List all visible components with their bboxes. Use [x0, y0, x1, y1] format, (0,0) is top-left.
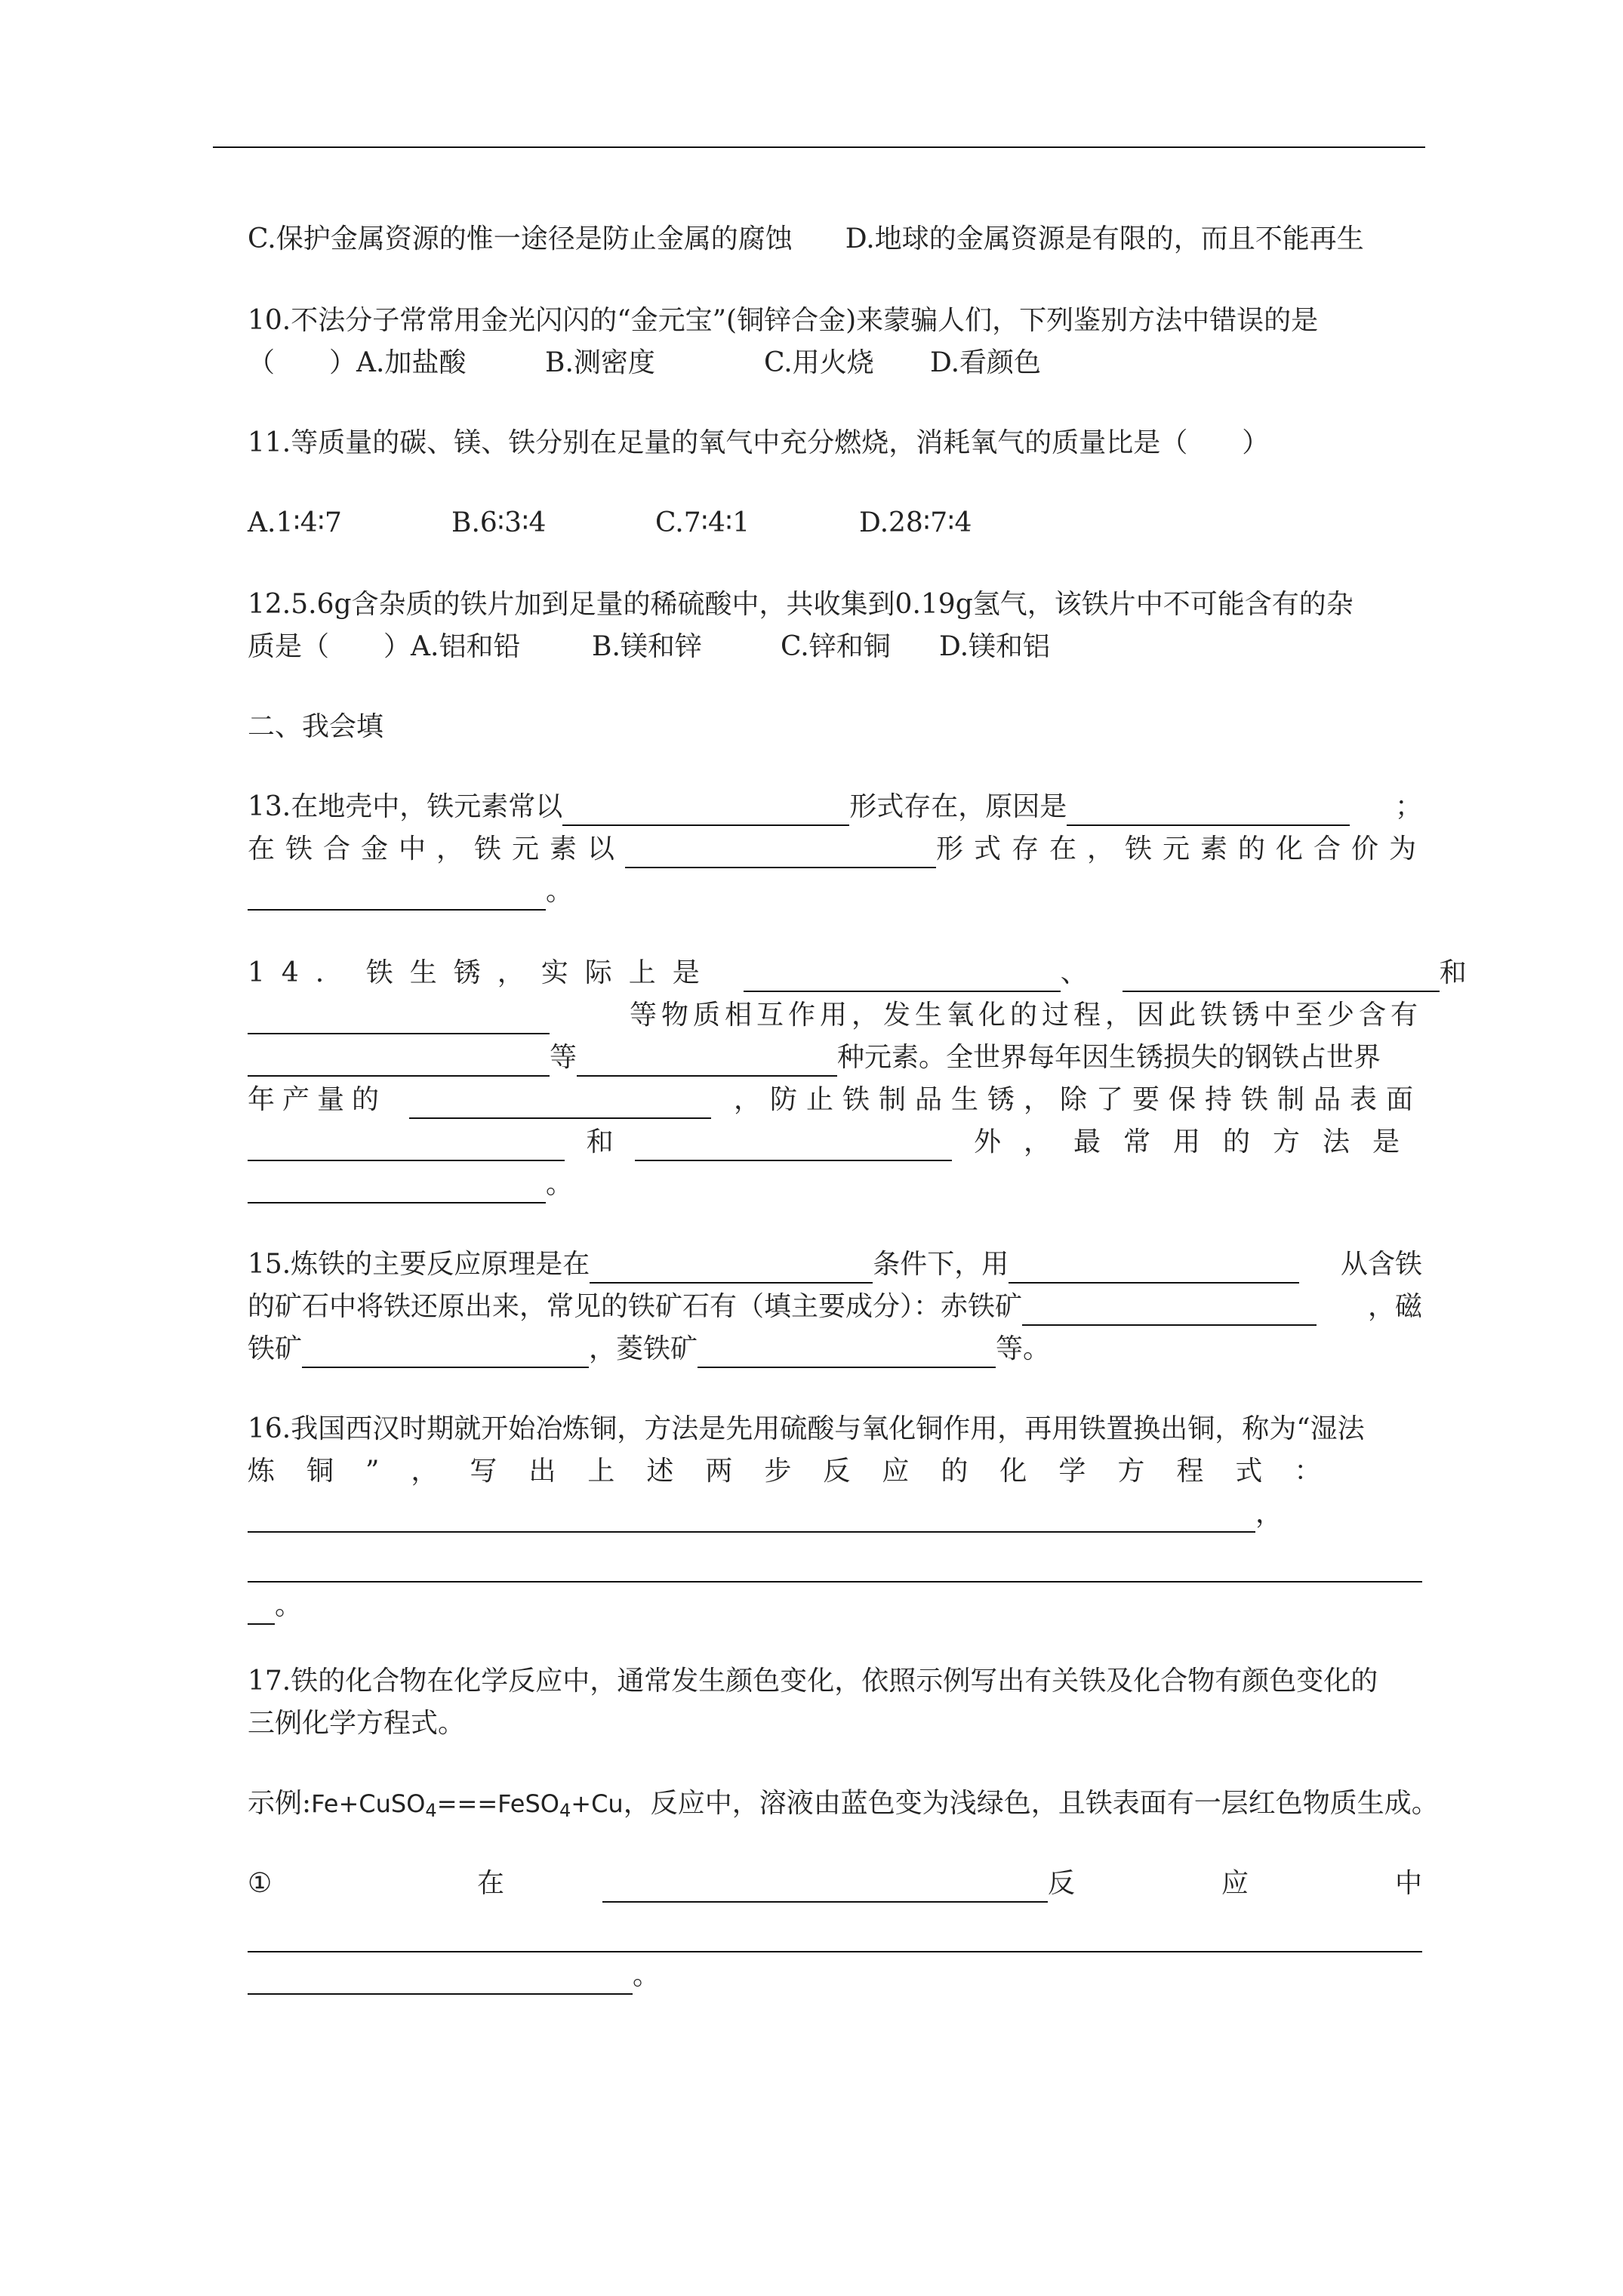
section-title: 二、我会填 — [248, 711, 384, 742]
q14-text-a: 14. 铁生锈，实际上是 — [248, 957, 716, 988]
q14-text-b: 、 — [1060, 957, 1088, 988]
q14-line-3 — [248, 1039, 1422, 1077]
q14-text-d: 等物质相互作用，发生氧化的过程，因此铁锈中至少含有 — [629, 1000, 1422, 1031]
q10-option-c: C.用火烧 — [764, 347, 874, 378]
q14-blank-2[interactable] — [1123, 959, 1440, 992]
q14-blank-1[interactable] — [744, 959, 1061, 992]
q13-text-b: 形式存在，原因是 — [849, 791, 1067, 822]
q13-text-c: ； — [1394, 791, 1422, 822]
q17-item-1-line-2 — [248, 1915, 1422, 1952]
q14-blank-4[interactable] — [248, 1043, 550, 1077]
q15-text-g: ，菱铁矿 — [589, 1333, 698, 1364]
q14-line-1 — [248, 954, 1467, 992]
q14-text-i: 和 — [586, 1126, 614, 1157]
q16-line-3 — [248, 1495, 1422, 1533]
q12-option-d: D.镁和铝 — [939, 631, 1051, 662]
q12-stem2: 质是（ ） — [248, 631, 411, 662]
q10-option-d: D.看颜色 — [930, 347, 1042, 378]
q14-line-6 — [248, 1166, 1422, 1203]
q17-example-text: ，反应中，溶液由蓝色变为浅绿色，且铁表面有一层红色物质生成。 — [623, 1788, 1439, 1819]
eq-sub-1: 4 — [425, 1800, 437, 1821]
q13-text-a: 13.在地壳中，铁元素常以 — [248, 791, 563, 822]
eq-part-3: +Cu — [571, 1789, 624, 1818]
q14-end: 。 — [546, 1169, 574, 1200]
q16-line-5 — [248, 1587, 1422, 1625]
q14-text-c: 和 — [1439, 957, 1467, 988]
q17-item-1-text-a: ① 在 — [248, 1868, 504, 1899]
q11-option-b: B.6∶3∶4 — [451, 507, 547, 538]
q12-option-b: B.镁和锌 — [592, 631, 702, 662]
q14-blank-7[interactable] — [248, 1128, 565, 1161]
q10-option-a: A.加盐酸 — [356, 347, 467, 378]
q17-blank-3[interactable] — [248, 1962, 633, 1995]
q13-line-3 — [248, 873, 1422, 911]
q14-line-5 — [248, 1123, 1422, 1161]
q17-blank-2[interactable] — [248, 1919, 1422, 1952]
q14-blank-3[interactable] — [248, 1001, 550, 1034]
q16-blank-eq2[interactable] — [248, 1549, 1422, 1583]
eq-part-1: Fe+CuSO — [311, 1789, 426, 1818]
q15-blank-hematite[interactable] — [1022, 1293, 1317, 1326]
q11-stem: 11.等质量的碳、镁、铁分别在足量的氧气中充分燃烧，消耗氧气的质量比是（ ） — [248, 427, 1270, 458]
q13-line-1 — [248, 788, 1422, 826]
q15-line-2 — [248, 1288, 1422, 1326]
q14-blank-9[interactable] — [248, 1170, 546, 1203]
q10-options-line — [248, 344, 1422, 382]
q12-option-c: C.锌和铜 — [781, 631, 891, 662]
q16-end: 。 — [275, 1590, 303, 1621]
q15-text-e: ，磁 — [1367, 1291, 1422, 1322]
q12-option-a: A.铝和铅 — [411, 631, 521, 662]
q13-blank-valence[interactable] — [248, 877, 546, 911]
q12-options-line — [248, 628, 1422, 666]
q14-blank-5[interactable] — [577, 1043, 837, 1077]
q15-line-3 — [248, 1330, 1422, 1368]
q14-text-j: 外，最常用的方法是 — [973, 1126, 1422, 1157]
q14-text-h: ，防止铁制品生锈，除了要保持铁制品表面 — [733, 1084, 1422, 1115]
q11-options-line — [248, 504, 1422, 542]
q14-line-4 — [248, 1081, 1422, 1119]
q17-example-equation — [311, 1785, 624, 1823]
q15-blank-condition[interactable] — [590, 1250, 873, 1284]
q17-blank-1[interactable] — [602, 1869, 1048, 1903]
q16-line-4 — [248, 1545, 1422, 1583]
q17-item-1-line — [248, 1865, 1422, 1903]
q16-blank-eq1[interactable] — [248, 1499, 1255, 1533]
q15-blank-siderite[interactable] — [698, 1335, 996, 1368]
q14-line-2 — [248, 997, 1422, 1034]
q15-text-d: 的矿石中将铁还原出来，常见的铁矿石有（填主要成分）：赤铁矿 — [248, 1291, 1023, 1322]
q11-option-a: A.1∶4∶7 — [248, 507, 342, 538]
q13-text-e: 形式存在，铁元素的化合价为 — [936, 834, 1427, 864]
q13-blank-form[interactable] — [562, 793, 849, 826]
q13-blank-reason[interactable] — [1067, 793, 1350, 826]
q15-line-1 — [248, 1246, 1422, 1284]
q15-text-a: 15.炼铁的主要反应原理是在 — [248, 1249, 590, 1280]
q10-stem: 10.不法分子常常用金光闪闪的“金元宝”(铜锌合金)来蒙骗人们，下列鉴别方法中错误的是 — [248, 305, 1319, 336]
q17-line-1: 17.铁的化合物在化学反应中，通常发生颜色变化，依照示例写出有关铁及化合物有颜色变化的 — [248, 1666, 1378, 1697]
q16-line-2: 炼铜”，写出上述两步反应的化学方程式： — [248, 1456, 1354, 1487]
q14-text-f: 种元素。全世界每年因生锈损失的钢铁占世界 — [837, 1042, 1381, 1073]
q17-item-1-text-b: 反 应 中 — [1048, 1868, 1422, 1899]
q15-text-f: 铁矿 — [248, 1333, 303, 1364]
q17-end: 。 — [633, 1960, 661, 1991]
q13-line-2 — [248, 831, 1427, 868]
header-rule — [213, 146, 1425, 148]
eq-sub-2: 4 — [559, 1800, 571, 1821]
q17-example-label: 示例: — [248, 1788, 312, 1819]
q15-text-c: 从含铁 — [1340, 1249, 1422, 1280]
q14-blank-8[interactable] — [635, 1128, 952, 1161]
q11-option-d: D.28∶7∶4 — [859, 507, 972, 538]
q13-end: 。 — [546, 876, 574, 907]
q15-blank-reductant[interactable] — [1009, 1250, 1299, 1284]
q9-options-line — [248, 220, 1422, 258]
q15-blank-magnetite[interactable] — [302, 1335, 589, 1368]
q10-paren: （ ） — [248, 347, 357, 378]
q15-text-b: 条件下，用 — [873, 1249, 1009, 1280]
q11-option-c: C.7∶4∶1 — [655, 507, 750, 538]
q13-text-d: 在铁合金中，铁元素以 — [248, 834, 626, 864]
q9-option-d: D.地球的金属资源是有限的，而且不能再生 — [845, 223, 1364, 254]
q17-item-1-line-3 — [248, 1957, 1422, 1995]
q9-option-c: C.保护金属资源的惟一途径是防止金属的腐蚀 — [248, 223, 793, 254]
eq-part-2: ===FeSO — [436, 1789, 559, 1818]
q14-text-e: 等 — [550, 1042, 577, 1073]
q16-line-1: 16.我国西汉时期就开始冶炼铜，方法是先用硫酸与氧化铜作用，再用铁置换出铜，称为“湿法 — [248, 1413, 1365, 1444]
q12-stem: 12.5.6g含杂质的铁片加到足量的稀硫酸中，共收集到0.19g氢气，该铁片中不可能含有的杂 — [248, 589, 1354, 620]
q16-comma: ， — [1255, 1498, 1283, 1529]
q15-text-h: 等。 — [996, 1333, 1051, 1364]
q14-text-g: 年产量的 — [248, 1084, 387, 1115]
q14-blank-6[interactable] — [409, 1086, 711, 1119]
q17-example — [248, 1785, 1439, 1823]
q10-option-b: B.测密度 — [545, 347, 655, 378]
q16-blank-eq2-cont[interactable] — [248, 1592, 275, 1625]
q13-blank-alloy-form[interactable] — [625, 835, 936, 868]
q17-line-2: 三例化学方程式。 — [248, 1708, 466, 1739]
